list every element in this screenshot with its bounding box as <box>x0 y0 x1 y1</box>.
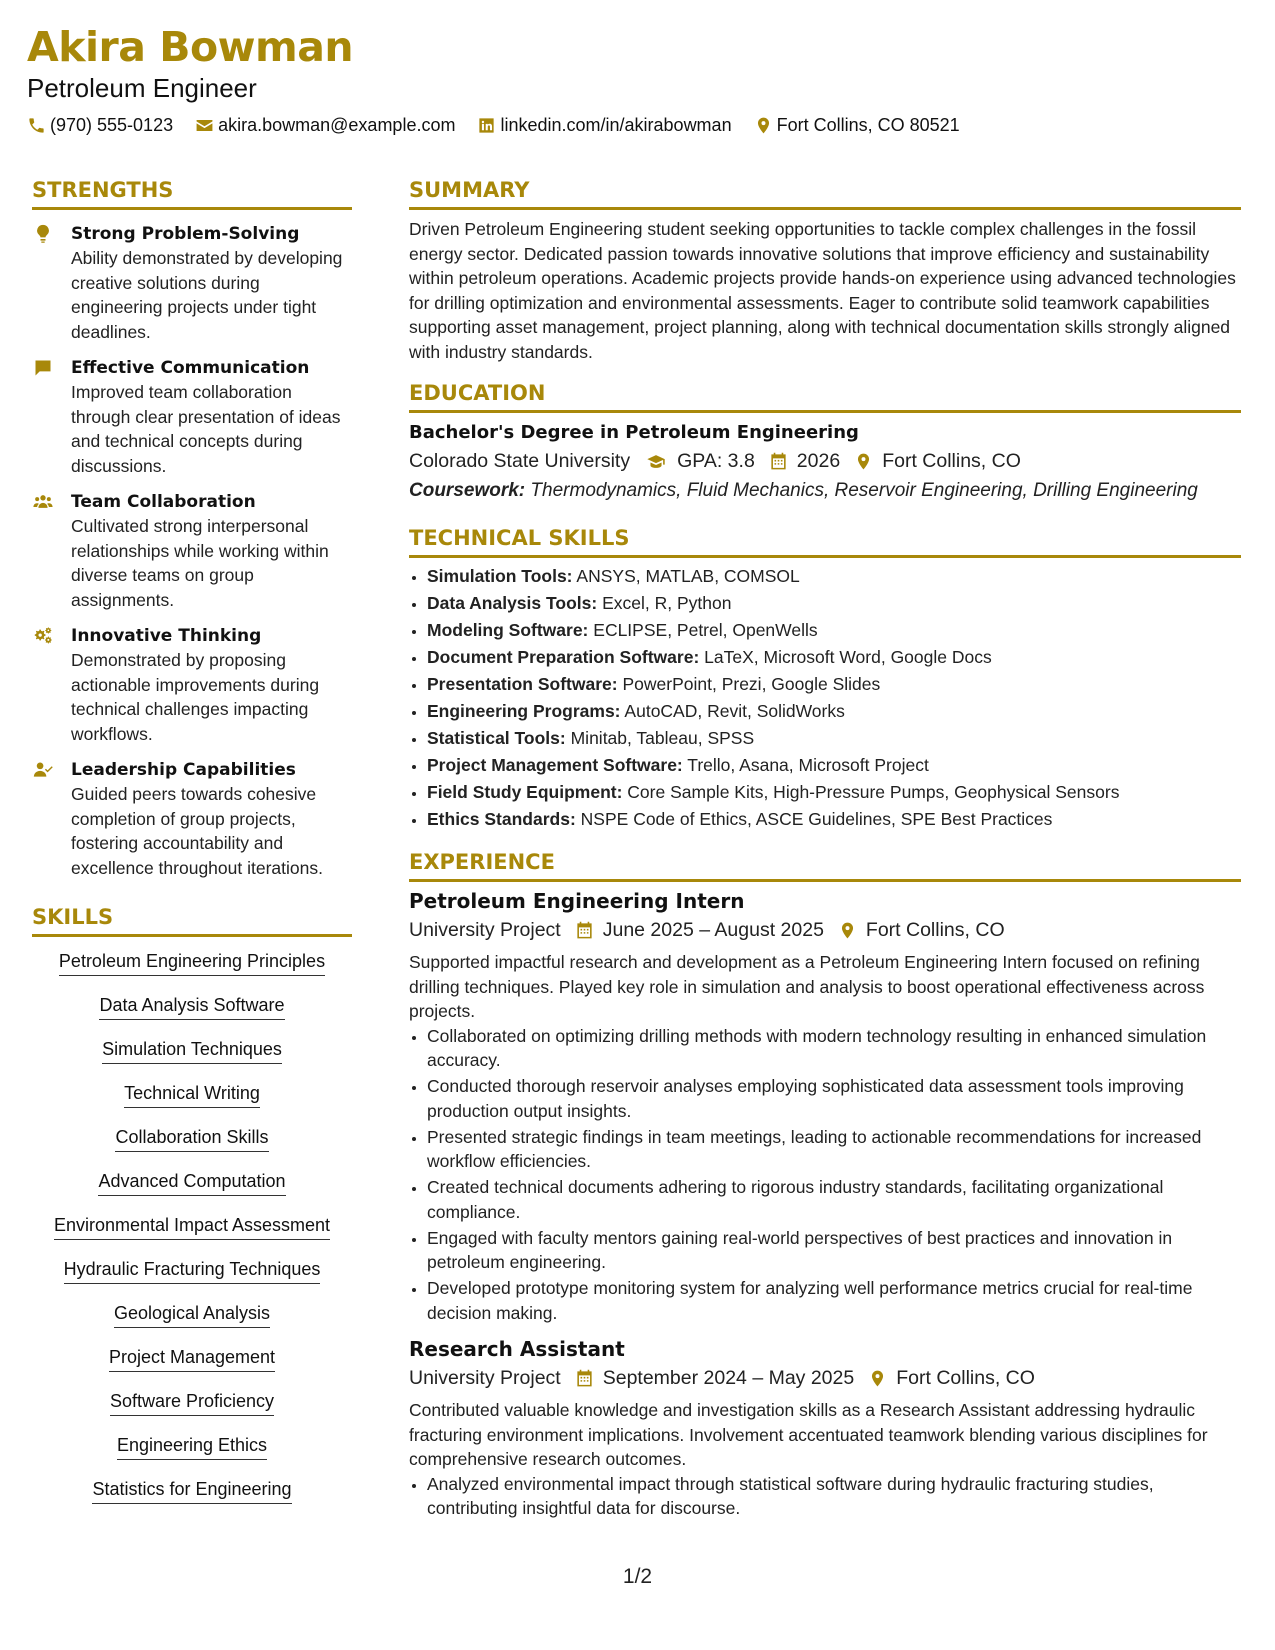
tech-skill-value: ANSYS, MATLAB, COMSOL <box>576 566 800 586</box>
skill-tag: Hydraulic Fracturing Techniques <box>64 1257 321 1284</box>
tech-skill-label: Engineering Programs: <box>427 701 621 721</box>
email-text[interactable]: akira.bowman@example.com <box>218 115 456 135</box>
strength-description: Demonstrated by proposing actionable improvements during technical challenges impacting workflows. <box>71 650 320 744</box>
users-icon <box>32 492 54 512</box>
map-marker-icon <box>754 116 773 135</box>
list-item <box>427 698 1241 725</box>
strength-title: Strong Problem-Solving <box>71 224 300 244</box>
page-number: 1/2 <box>622 1565 653 1588</box>
list-item <box>427 617 1241 644</box>
list-item: • Collaborated on optimizing drilling methods with modern technology resulting in enhanced simulation accuracy. <box>427 1024 1241 1073</box>
calendar-icon <box>769 452 788 471</box>
job-title: Petroleum Engineering Intern <box>409 889 745 913</box>
calendar-icon <box>575 1369 594 1388</box>
skill-tag: Collaboration Skills <box>115 1125 268 1152</box>
left-column <box>32 177 352 1521</box>
education-meta <box>409 446 1241 476</box>
list-item <box>427 563 1241 590</box>
calendar-icon <box>575 921 594 940</box>
tech-skill-value: ECLIPSE, Petrel, OpenWells <box>593 620 818 640</box>
strength-description: Cultivated strong interpersonal relationships while working within diverse teams on group assignments. <box>71 516 329 610</box>
strength-item <box>32 356 352 478</box>
skill-tag: Advanced Computation <box>98 1169 285 1196</box>
technical-skills-list <box>409 563 1241 833</box>
user-check-icon <box>32 760 54 780</box>
job-location: Fort Collins, CO <box>896 1367 1035 1389</box>
strength-item <box>32 624 352 746</box>
skill-tag: Environmental Impact Assessment <box>54 1213 330 1240</box>
job-entry <box>409 1335 1241 1521</box>
list-item <box>427 725 1241 752</box>
strength-title: Effective Communication <box>71 358 310 378</box>
tech-skill-label: Field Study Equipment: <box>427 782 623 802</box>
technical-skills-section <box>409 525 1241 833</box>
contact-linkedin[interactable] <box>477 114 731 136</box>
tech-skill-label: Document Preparation Software: <box>427 647 700 667</box>
job-org: University Project <box>409 1367 561 1389</box>
skills-section <box>32 904 352 1521</box>
contact-phone <box>27 114 173 136</box>
tech-skill-value: Trello, Asana, Microsoft Project <box>687 755 929 775</box>
job-dates: June 2025 – August 2025 <box>602 919 824 941</box>
job-meta <box>409 1363 1241 1393</box>
strength-item <box>32 758 352 880</box>
job-org: University Project <box>409 919 561 941</box>
experience-section <box>409 849 1241 1521</box>
tech-skill-label: Project Management Software: <box>427 755 683 775</box>
lightbulb-icon <box>32 224 54 244</box>
strength-description: Guided peers towards cohesive completion of group projects, fostering accountability and excellence throughout iterations. <box>71 784 323 878</box>
contact-location <box>754 114 960 136</box>
experience-heading: EXPERIENCE <box>409 849 1241 882</box>
job-location: Fort Collins, CO <box>865 919 1005 941</box>
tech-skill-label: Presentation Software: <box>427 674 618 694</box>
tech-skill-label: Data Analysis Tools: <box>427 593 598 613</box>
job-title: Research Assistant <box>409 1337 625 1361</box>
phone-text: (970) 555-0123 <box>50 115 174 135</box>
job-bullets <box>409 1024 1241 1326</box>
linkedin-text[interactable]: linkedin.com/in/akirabowman <box>500 115 732 135</box>
tech-skill-value: PowerPoint, Prezi, Google Slides <box>622 674 881 694</box>
tech-skill-label: Modeling Software: <box>427 620 589 640</box>
list-item: • Created technical documents adhering to rigorous industry standards, facilitating organizational compliance. <box>427 1175 1241 1224</box>
school-location: Fort Collins, CO <box>882 450 1021 472</box>
skill-tag: Project Management <box>109 1345 275 1372</box>
list-item: • Presented strategic findings in team meetings, leading to actionable recommendations for increased workflow efficiencies. <box>427 1125 1241 1174</box>
list-item: • Engaged with faculty mentors gaining real-world perspectives of best practices and innovation in petroleum engineering. <box>427 1226 1241 1275</box>
envelope-icon <box>195 116 214 135</box>
strength-description: Improved team collaboration through clear presentation of ideas and technical concepts during discussions. <box>71 382 341 476</box>
job-summary: Supported impactful research and development as a Petroleum Engineering Intern focused on refining drilling techniques. Played key role in simulation and analysis to boost operational effectiveness across projects. <box>409 952 1205 1021</box>
school-name: Colorado State University <box>409 450 631 472</box>
strength-title: Innovative Thinking <box>71 626 262 646</box>
phone-icon <box>27 116 46 135</box>
list-item: • Developed prototype monitoring system for analyzing well performance metrics crucial for real-time decision making. <box>427 1276 1241 1325</box>
graduation-year: 2026 <box>796 450 841 472</box>
strength-item <box>32 222 352 344</box>
right-column <box>409 177 1241 1522</box>
skill-tag: Technical Writing <box>124 1081 260 1108</box>
location-text: Fort Collins, CO 80521 <box>776 115 960 135</box>
coursework-line <box>409 476 1241 506</box>
tech-skill-label: Statistical Tools: <box>427 728 566 748</box>
skills-heading: SKILLS <box>32 904 352 937</box>
job-summary: Contributed valuable knowledge and investigation skills as a Research Assistant addressing hydraulic fracturing environment implications. Involvement accentuated teamwork blending various disciplines for comprehensive research outcomes. <box>409 1400 1208 1469</box>
comment-icon <box>32 358 54 378</box>
tech-skill-value: NSPE Code of Ethics, ASCE Guidelines, SPE Best Practices <box>580 809 1053 829</box>
tech-skill-value: AutoCAD, Revit, SolidWorks <box>624 701 845 721</box>
list-item: • Analyzed environmental impact through statistical software during hydraulic fracturing studies, contributing insightful data for discourse. <box>427 1472 1241 1521</box>
gears-icon <box>32 626 54 646</box>
tech-skill-label: Ethics Standards: <box>427 809 576 829</box>
tech-skill-value: Minitab, Tableau, SPSS <box>570 728 755 748</box>
tech-skill-value: Excel, R, Python <box>602 593 732 613</box>
summary-section <box>409 177 1241 364</box>
job-bullets <box>409 1472 1241 1521</box>
map-marker-icon <box>854 452 873 471</box>
degree-title: Bachelor's Degree in Petroleum Engineering <box>409 422 859 443</box>
skill-tag: Data Analysis Software <box>99 993 284 1020</box>
list-item <box>427 590 1241 617</box>
strength-item <box>32 490 352 612</box>
list-item <box>427 779 1241 806</box>
gpa-text: GPA: 3.8 <box>677 450 755 472</box>
strength-description: Ability demonstrated by developing creative solutions during engineering projects under tight deadlines. <box>71 248 343 342</box>
strengths-section <box>32 177 352 880</box>
education-heading: EDUCATION <box>409 380 1241 413</box>
job-meta <box>409 915 1241 945</box>
list-item: • Conducted thorough reservoir analyses employing sophisticated data assessment tools improving production output insights. <box>427 1074 1241 1123</box>
coursework-list: Thermodynamics, Fluid Mechanics, Reservoir Engineering, Drilling Engineering <box>530 480 1198 501</box>
summary-heading: SUMMARY <box>409 177 1241 210</box>
list-item <box>427 752 1241 779</box>
skill-tag: Petroleum Engineering Principles <box>59 949 325 976</box>
summary-text: Driven Petroleum Engineering student seeking opportunities to tackle complex challenges in the fossil energy sector. Dedicated passion towards innovative solutions that improve efficiency and sustainability within petroleum operations. Academic projects provide hands-on experience using advanced technologies for drilling optimization and environmental assessments. Eager to contribute solid teamwork capabilities supporting asset management, project planning, along with technical documentation skills strongly aligned with industry standards. <box>409 219 1236 362</box>
list-item <box>427 671 1241 698</box>
contact-email[interactable] <box>195 114 455 136</box>
skills-list <box>32 949 352 1521</box>
skill-tag: Geological Analysis <box>114 1301 270 1328</box>
skill-tag: Engineering Ethics <box>117 1433 267 1460</box>
resume-header <box>27 22 1247 136</box>
contact-bar <box>27 114 1247 136</box>
technical-skills-heading: TECHNICAL SKILLS <box>409 525 1241 558</box>
graduation-cap-icon <box>644 452 668 471</box>
strengths-heading: STRENGTHS <box>32 177 352 210</box>
job-entry <box>409 887 1241 1325</box>
list-item <box>427 806 1241 833</box>
skill-tag: Statistics for Engineering <box>92 1477 291 1504</box>
job-dates: September 2024 – May 2025 <box>602 1367 855 1389</box>
tech-skill-value: Core Sample Kits, High-Pressure Pumps, Geophysical Sensors <box>627 782 1120 802</box>
strength-title: Leadership Capabilities <box>71 760 296 780</box>
candidate-name: Akira Bowman <box>27 23 354 71</box>
education-section <box>409 380 1241 506</box>
map-marker-icon <box>868 1369 887 1388</box>
list-item <box>427 644 1241 671</box>
strength-title: Team Collaboration <box>71 492 256 512</box>
skill-tag: Software Proficiency <box>110 1389 274 1416</box>
tech-skill-value: LaTeX, Microsoft Word, Google Docs <box>704 647 992 667</box>
linkedin-icon <box>477 116 496 135</box>
coursework-label: Coursework: <box>409 480 526 501</box>
map-marker-icon <box>838 921 857 940</box>
candidate-role: Petroleum Engineer <box>27 73 257 103</box>
skill-tag: Simulation Techniques <box>102 1037 282 1064</box>
tech-skill-label: Simulation Tools: <box>427 566 573 586</box>
